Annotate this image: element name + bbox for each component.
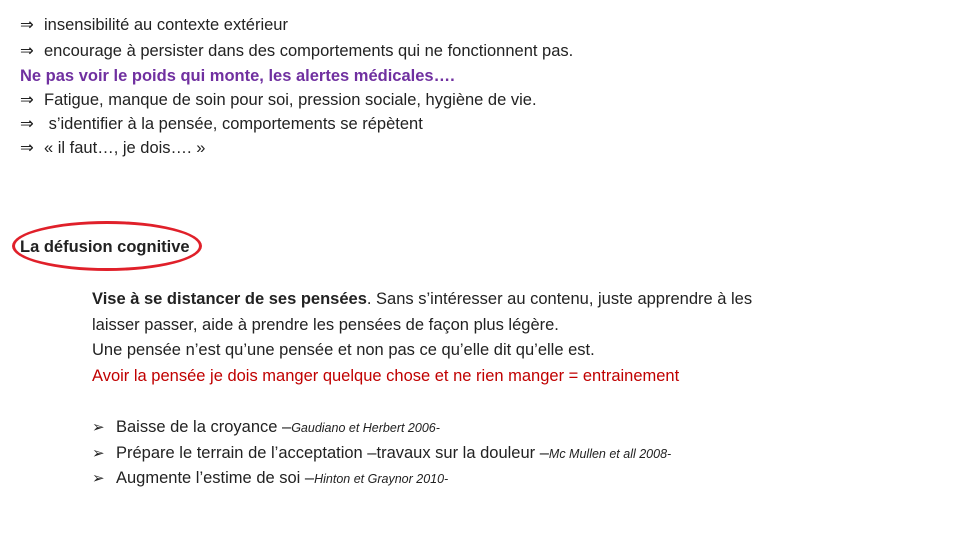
list-text-6: « il faut…, je dois…. » <box>44 139 206 157</box>
benefit-text-2: Prépare le terrain de l’acceptation –travaux sur la douleur – <box>116 444 549 462</box>
list-line-1 <box>20 15 288 35</box>
list-text-2: encourage à persister dans des comportements qui ne fonctionnent pas. <box>44 42 574 60</box>
paragraph-line-3: Une pensée n’est qu’une pensée et non pas ce qu’elle dit qu’elle est. <box>92 341 595 359</box>
list-text-3: Ne pas voir le poids qui monte, les alertes médicales…. <box>20 67 455 85</box>
implies-arrow-icon: ⇒ <box>20 91 34 109</box>
list-line-2 <box>20 41 573 61</box>
list-line-4 <box>20 90 537 110</box>
list-line-5 <box>20 114 423 134</box>
list-text-5: s’identifier à la pensée, comportements se répètent <box>44 115 423 133</box>
section-heading: La défusion cognitive <box>20 238 190 256</box>
paragraph-rest: . Sans s’intéresser au contenu, juste apprendre à les <box>366 290 753 308</box>
benefit-citation-2: Mc Mullen et all 2008- <box>548 447 672 461</box>
implies-arrow-icon: ⇒ <box>20 139 34 157</box>
arrow-bullet-icon: ➢ <box>92 419 105 436</box>
list-line-3-highlight <box>20 66 455 86</box>
list-line-6 <box>20 138 205 158</box>
implies-arrow-icon: ⇒ <box>20 115 34 133</box>
list-text-1: insensibilité au contexte extérieur <box>44 16 288 34</box>
benefit-text-3: Augmente l’estime de soi – <box>116 469 315 487</box>
benefit-text-1: Baisse de la croyance – <box>116 418 292 436</box>
implies-arrow-icon: ⇒ <box>20 16 34 34</box>
list-text-4: Fatigue, manque de soin pour soi, pression sociale, hygiène de vie. <box>44 91 537 109</box>
paragraph-line-2: laisser passer, aide à prendre les pensées de façon plus légère. <box>92 316 559 334</box>
benefit-citation-1: Gaudiano et Herbert 2006- <box>291 421 440 435</box>
benefit-citation-3: Hinton et Graynor 2010- <box>314 472 449 486</box>
paragraph-example-red: Avoir la pensée je dois manger quelque chose et ne rien manger = entrainement <box>92 367 680 385</box>
paragraph-bold-lead: Vise à se distancer de ses pensées <box>92 290 367 308</box>
implies-arrow-icon: ⇒ <box>20 42 34 60</box>
arrow-bullet-icon: ➢ <box>92 470 105 487</box>
paragraph-line-1 <box>92 289 752 309</box>
benefit-item-3 <box>92 468 448 489</box>
arrow-bullet-icon: ➢ <box>92 445 105 462</box>
benefit-item-1 <box>92 417 440 438</box>
benefit-item-2 <box>92 443 671 464</box>
